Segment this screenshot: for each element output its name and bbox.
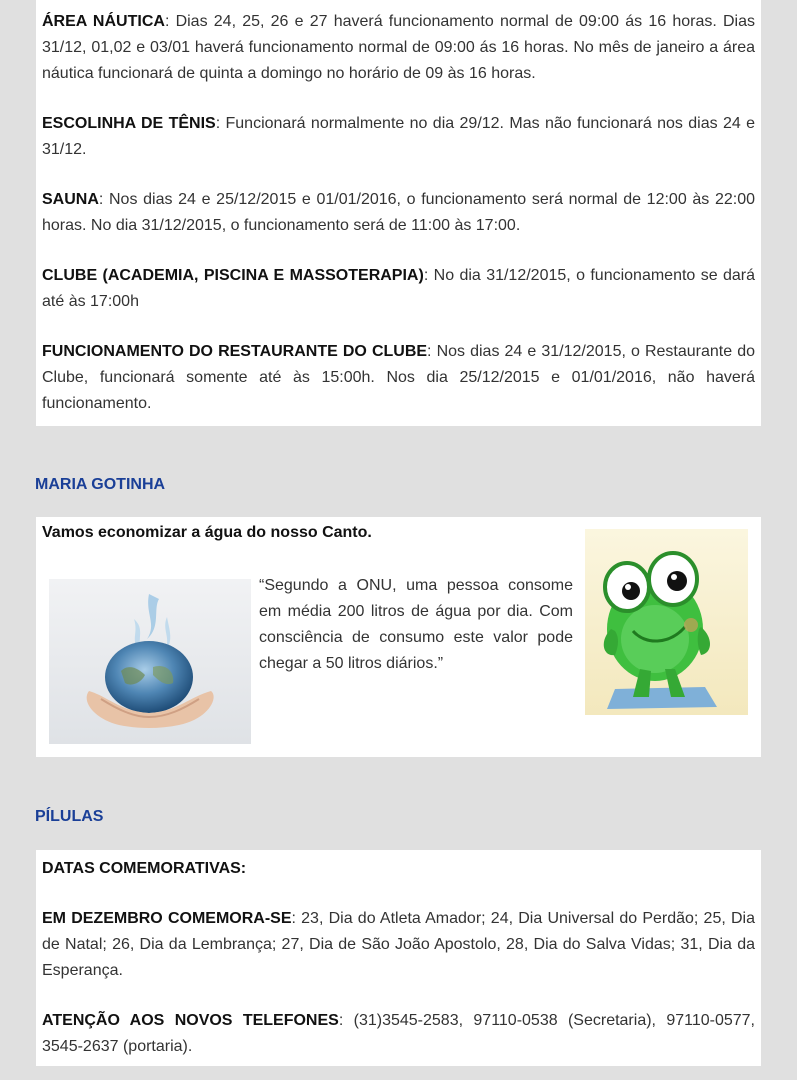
paragraph-dezembro — [42, 906, 755, 984]
maria-gotinha-quote: “Segundo a ONU, uma pessoa consome em média 200 litros de água por dia. Com consciência de consumo este valor pode chegar a 50 litros diários.” — [259, 577, 573, 672]
label-escolinha-tenis: ESCOLINHA DE TÊNIS — [42, 115, 216, 132]
label-clube: CLUBE (ACADEMIA, PISCINA E MASSOTERAPIA) — [42, 267, 424, 284]
label-sauna: SAUNA — [42, 191, 99, 208]
text-restaurante: : Nos dias 24 e 31/12/2015, o Restaurante do Clube, funcionará somente até às 15:00h. Nos dia 25/12/2015 e 01/01/2016, não haverá funcionamento. — [42, 343, 755, 412]
maria-gotinha-box — [36, 517, 761, 757]
text-escolinha-tenis: : Funcionará normalmente no dia 29/12. Mas não funcionará nos dias 24 e 31/12. — [42, 115, 755, 158]
section-title-pilulas: PÍLULAS — [35, 808, 104, 825]
maria-gotinha-heading: Vamos economizar a água do nosso Canto. — [42, 524, 372, 541]
pilulas-heading — [42, 856, 755, 882]
section-title-maria-gotinha: MARIA GOTINHA — [35, 476, 166, 493]
text-area-nautica: : Dias 24, 25, 26 e 27 haverá funcionamento normal de 09:00 ás 16 horas. Dias 31/12, 01,02 e 03/01 haverá funcionamento normal de 09:00 ás 16 horas. No mês de janeiro a área náutica funcionará de quinta a domingo no horário de 09 às 16 horas. — [42, 13, 756, 82]
label-dezembro: EM DEZEMBRO COMEMORA-SE — [42, 910, 292, 927]
water-globe-in-hands-image — [49, 579, 251, 744]
text-dezembro: : 23, Dia do Atleta Amador; 24, Dia Universal do Perdão; 25, Dia de Natal; 26, Dia da Lembrança; 27, Dia de São João Apostolo, 28, Dia do Salva Vidas; 31, Dia da Esperança. — [42, 910, 756, 979]
paragraph-telefones — [42, 1008, 755, 1060]
pilulas-heading-text: DATAS COMEMORATIVAS: — [42, 860, 247, 877]
schedule-box — [36, 0, 761, 426]
label-telefones: ATENÇÃO AOS NOVOS TELEFONES — [42, 1012, 339, 1029]
green-frog-image — [585, 529, 748, 715]
paragraph-restaurante — [42, 339, 755, 417]
paragraph-sauna — [42, 187, 755, 239]
label-restaurante: FUNCIONAMENTO DO RESTAURANTE DO CLUBE — [42, 343, 428, 360]
text-clube: : No dia 31/12/2015, o funcionamento se dará até às 17:00h — [42, 267, 755, 310]
paragraph-escolinha-tenis — [42, 111, 755, 163]
text-telefones: : (31)3545-2583, 97110-0538 (Secretaria), 97110-0577, 3545-2637 (portaria). — [42, 1012, 756, 1055]
text-sauna: : Nos dias 24 e 25/12/2015 e 01/01/2016, o funcionamento será normal de 12:00 às 22:00 horas. No dia 31/12/2015, o funcionamento será de 11:00 às 17:00. — [42, 191, 755, 234]
paragraph-area-nautica — [42, 9, 755, 87]
label-area-nautica: ÁREA NÁUTICA — [42, 13, 165, 30]
pilulas-box — [36, 850, 761, 1066]
paragraph-clube — [42, 263, 755, 315]
